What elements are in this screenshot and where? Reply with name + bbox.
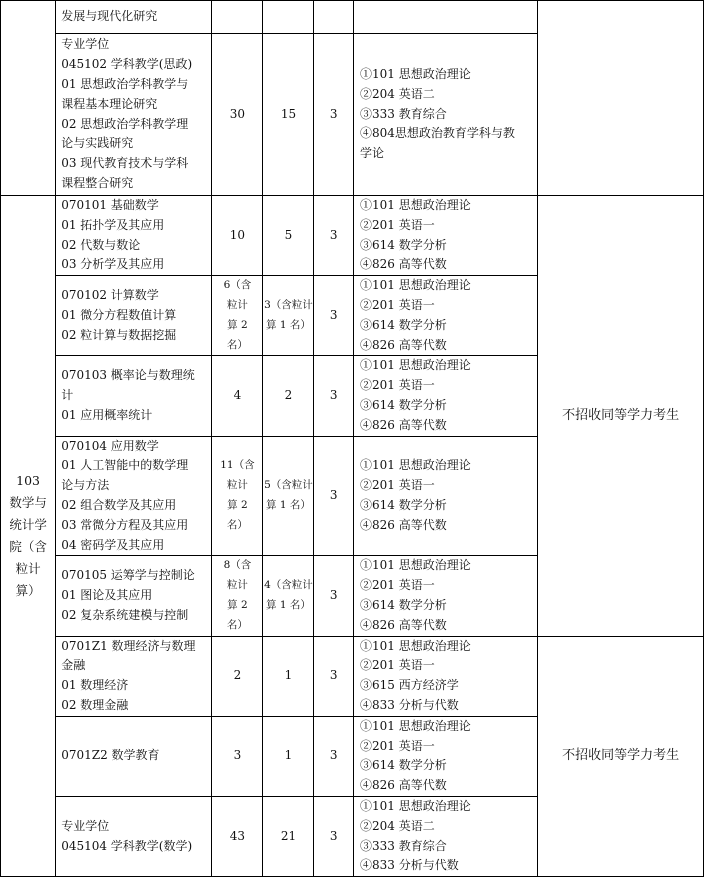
recommended-cell: 1 bbox=[263, 636, 314, 716]
major-line: 计 bbox=[61, 388, 74, 403]
major-line: 0701Z2 数学教育 bbox=[61, 748, 160, 763]
total-cell: 10 bbox=[212, 196, 263, 276]
exam-line: ③614 数学分析 bbox=[360, 397, 447, 412]
major-line: 02 代数与数论 bbox=[61, 237, 141, 252]
major-line: 01 微分方程数值计算 bbox=[61, 307, 177, 322]
exam-line: ②201 英语一 bbox=[360, 378, 435, 393]
exam-line: ④826 高等代数 bbox=[360, 778, 447, 793]
major-line: 论与实践研究 bbox=[61, 136, 134, 151]
exam-line: ①101 思想政治理论 bbox=[360, 458, 471, 473]
total-line: 11（含 bbox=[220, 459, 255, 472]
exam-line: ②201 英语一 bbox=[360, 658, 435, 673]
years-cell: 3 bbox=[314, 34, 354, 196]
major-cell bbox=[56, 356, 212, 436]
recommended-line: 3（含粒计 bbox=[264, 298, 313, 311]
college-cell-empty bbox=[1, 1, 56, 196]
major-line: 发展与现代化研究 bbox=[61, 9, 158, 24]
major-line: 论与方法 bbox=[61, 478, 110, 493]
total-line: 粒计 bbox=[226, 479, 248, 492]
total-cell: 30 bbox=[212, 34, 263, 196]
exam-cell bbox=[354, 636, 538, 716]
exam-line: ④826 高等代数 bbox=[360, 517, 447, 532]
exam-cell bbox=[354, 356, 538, 436]
exam-line: ②201 英语一 bbox=[360, 297, 435, 312]
total-line: 名） bbox=[226, 518, 248, 531]
major-line: 045104 学科教学(数学) bbox=[61, 838, 193, 853]
major-line: 070101 基础数学 bbox=[61, 198, 159, 212]
recommended-cell: 2 bbox=[263, 356, 314, 436]
exam-cell bbox=[354, 556, 538, 636]
recommended-cell: 15 bbox=[263, 34, 314, 196]
exam-cell bbox=[354, 436, 538, 556]
exam-cell bbox=[354, 34, 538, 196]
recommended-cell: 1 bbox=[263, 716, 314, 796]
exam-line: ①101 思想政治理论 bbox=[360, 198, 471, 212]
exam-line: ③333 教育综合 bbox=[360, 838, 447, 853]
exam-line: 学论 bbox=[360, 146, 385, 161]
total-cell bbox=[212, 1, 263, 34]
note-cell bbox=[538, 196, 704, 637]
exam-line: ①101 思想政治理论 bbox=[360, 358, 471, 373]
total-cell: 3 bbox=[212, 716, 263, 796]
years-cell bbox=[314, 1, 354, 34]
years-cell: 3 bbox=[314, 436, 354, 556]
exam-line: ④804思想政治教育学科与教 bbox=[360, 126, 515, 141]
college-cell bbox=[1, 196, 56, 877]
exam-cell bbox=[354, 1, 538, 34]
exam-line: ①101 思想政治理论 bbox=[360, 718, 471, 733]
exam-line: ①101 思想政治理论 bbox=[360, 638, 471, 653]
exam-line: ②201 英语一 bbox=[360, 578, 435, 593]
exam-line: ③614 数学分析 bbox=[360, 317, 447, 332]
major-line: 01 图论及其应用 bbox=[61, 588, 153, 603]
college-name: 103 数学与统计学院（含粒计算） bbox=[9, 473, 47, 599]
major-line: 课程整合研究 bbox=[61, 175, 134, 190]
years-cell: 3 bbox=[314, 716, 354, 796]
major-line: 03 分析学及其应用 bbox=[61, 257, 165, 272]
major-line: 02 数理金融 bbox=[61, 697, 129, 712]
exam-line: ④826 高等代数 bbox=[360, 417, 447, 432]
exam-line: ①101 思想政治理论 bbox=[360, 798, 471, 813]
years-cell: 3 bbox=[314, 276, 354, 356]
table-row bbox=[1, 1, 704, 34]
total-line: 粒计 bbox=[226, 579, 248, 592]
note-text: 不招收同等学力考生 bbox=[562, 407, 680, 423]
major-line: 04 密码学及其应用 bbox=[61, 537, 165, 552]
exam-cell bbox=[354, 276, 538, 356]
total-line: 名） bbox=[226, 338, 248, 351]
total-line: 算 2 bbox=[227, 498, 248, 511]
major-cell bbox=[56, 436, 212, 556]
major-line: 03 现代教育技术与学科 bbox=[61, 156, 189, 171]
total-cell: 4 bbox=[212, 356, 263, 436]
major-line: 02 复杂系统建模与控制 bbox=[61, 607, 189, 622]
total-cell bbox=[212, 436, 263, 556]
note-cell bbox=[538, 636, 704, 877]
major-cell bbox=[56, 636, 212, 716]
recommended-line: 5（含粒计 bbox=[264, 479, 313, 492]
major-line: 070103 概率论与数理统 bbox=[61, 368, 195, 383]
major-line: 02 组合数学及其应用 bbox=[61, 497, 177, 512]
total-line: 算 2 bbox=[227, 318, 248, 331]
exam-line: ②204 英语二 bbox=[360, 818, 435, 833]
major-line: 专业学位 bbox=[61, 818, 110, 833]
major-cell bbox=[56, 276, 212, 356]
major-line: 金融 bbox=[61, 658, 86, 673]
exam-line: ③333 教育综合 bbox=[360, 106, 447, 121]
exam-line: ④826 高等代数 bbox=[360, 337, 447, 352]
exam-line: ④833 分析与代数 bbox=[360, 697, 459, 712]
major-cell bbox=[56, 1, 212, 34]
years-cell: 3 bbox=[314, 796, 354, 876]
recommended-cell bbox=[263, 276, 314, 356]
exam-line: ②201 英语一 bbox=[360, 478, 435, 493]
major-cell bbox=[56, 796, 212, 876]
exam-line: ③614 数学分析 bbox=[360, 597, 447, 612]
major-line: 03 常微分方程及其应用 bbox=[61, 517, 189, 532]
total-cell: 43 bbox=[212, 796, 263, 876]
major-line: 070104 应用数学 bbox=[61, 438, 159, 453]
major-line: 070102 计算数学 bbox=[61, 288, 159, 303]
major-line: 01 数理经济 bbox=[61, 678, 129, 693]
total-line: 6（含 bbox=[223, 279, 252, 292]
exam-line: ②201 英语一 bbox=[360, 738, 435, 753]
total-cell bbox=[212, 556, 263, 636]
exam-line: ②201 英语一 bbox=[360, 217, 435, 232]
recommended-cell bbox=[263, 436, 314, 556]
recommended-cell: 5 bbox=[263, 196, 314, 276]
exam-line: ④833 分析与代数 bbox=[360, 858, 459, 873]
major-line: 专业学位 bbox=[61, 37, 110, 52]
major-line: 01 人工智能中的数学理 bbox=[61, 458, 189, 473]
major-line: 01 拓扑学及其应用 bbox=[61, 217, 165, 232]
exam-line: ④826 高等代数 bbox=[360, 617, 447, 632]
exam-line: ④826 高等代数 bbox=[360, 257, 447, 272]
major-cell bbox=[56, 716, 212, 796]
exam-line: ①101 思想政治理论 bbox=[360, 278, 471, 293]
major-line: 01 应用概率统计 bbox=[61, 407, 153, 422]
table-row bbox=[1, 636, 704, 716]
major-cell bbox=[56, 556, 212, 636]
recommended-cell bbox=[263, 556, 314, 636]
major-line: 01 思想政治学科教学与 bbox=[61, 76, 189, 91]
years-cell: 3 bbox=[314, 196, 354, 276]
major-line: 课程基本理论研究 bbox=[61, 96, 158, 111]
exam-line: ①101 思想政治理论 bbox=[360, 67, 471, 81]
exam-cell bbox=[354, 196, 538, 276]
exam-line: ①101 思想政治理论 bbox=[360, 558, 471, 573]
recommended-line: 4（含粒计 bbox=[264, 579, 313, 592]
recommended-cell: 21 bbox=[263, 796, 314, 876]
exam-line: ②204 英语二 bbox=[360, 86, 435, 101]
major-line: 02 粒计算与数据挖掘 bbox=[61, 327, 177, 342]
major-line: 070105 运筹学与控制论 bbox=[61, 568, 195, 583]
note-text: 不招收同等学力考生 bbox=[562, 748, 680, 764]
years-cell: 3 bbox=[314, 556, 354, 636]
total-line: 名） bbox=[226, 618, 248, 631]
major-line: 0701Z1 数理经济与数理 bbox=[61, 638, 196, 653]
total-line: 算 2 bbox=[227, 598, 248, 611]
total-cell bbox=[212, 276, 263, 356]
note-cell-empty bbox=[538, 1, 704, 196]
table-row bbox=[1, 196, 704, 276]
recommended-cell bbox=[263, 1, 314, 34]
exam-line: ③614 数学分析 bbox=[360, 237, 447, 252]
exam-line: ③614 数学分析 bbox=[360, 497, 447, 512]
major-line: 045102 学科教学(思政) bbox=[61, 57, 193, 72]
recommended-line: 算 1 名） bbox=[266, 318, 311, 331]
exam-line: ③614 数学分析 bbox=[360, 758, 447, 773]
exam-cell bbox=[354, 796, 538, 876]
recommended-line: 算 1 名） bbox=[266, 498, 311, 511]
total-line: 粒计 bbox=[226, 298, 248, 311]
exam-line: ③615 西方经济学 bbox=[360, 678, 459, 693]
total-line: 8（含 bbox=[223, 559, 252, 572]
recommended-line: 算 1 名） bbox=[266, 598, 311, 611]
major-cell bbox=[56, 34, 212, 196]
years-cell: 3 bbox=[314, 356, 354, 436]
years-cell: 3 bbox=[314, 636, 354, 716]
total-cell: 2 bbox=[212, 636, 263, 716]
major-cell bbox=[56, 196, 212, 276]
exam-cell bbox=[354, 716, 538, 796]
major-line: 02 思想政治学科教学理 bbox=[61, 116, 189, 131]
